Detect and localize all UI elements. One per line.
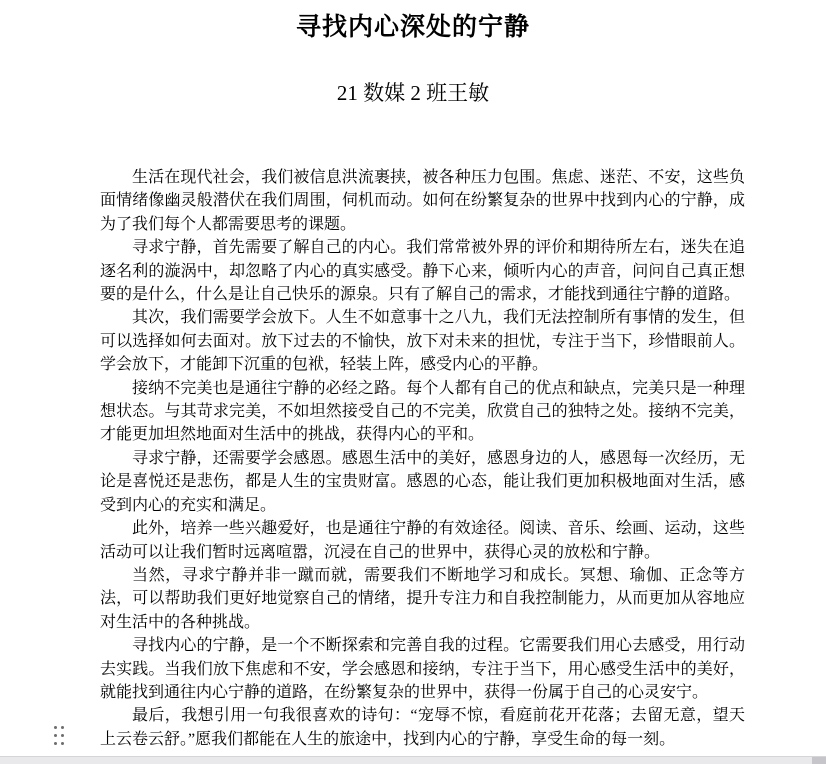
paragraph[interactable]: 接纳不完美也是通往宁静的必经之路。每个人都有自己的优点和缺点，完美只是一种理想状态。与其苛求完美，不如坦然接受自己的不完美，欣赏自己的独特之处。接纳不完美，才能更加坦然地面对生活中的挑战，获得内心的平和。 <box>100 379 745 444</box>
paragraph[interactable]: 最后，我想引用一句我很喜欢的诗句：“宠辱不惊，看庭前花开花落；去留无意，望天上云卷云舒。”愿我们都能在人生的旅途中，找到内心的宁静，享受生命的每一刻。 <box>100 707 745 748</box>
horizontal-scrollbar[interactable] <box>0 756 826 764</box>
paragraph[interactable]: 生活在现代社会，我们被信息洪流裹挟，被各种压力包围。焦虑、迷茫、不安，这些负面情绪像幽灵般潜伏在我们周围，伺机而动。如何在纷繁复杂的世界中找到内心的宁静，成为了我们每个人都需要思考的课题。 <box>100 169 745 233</box>
drag-handle-dot <box>54 734 57 737</box>
paragraph[interactable]: 此外，培养一些兴趣爱好，也是通往宁静的有效途径。阅读、音乐、绘画、运动，这些活动可以让我们暂时远离喧嚣，沉浸在自己的世界中，获得心灵的放松和宁静。 <box>100 520 745 561</box>
document-title[interactable]: 寻找内心深处的宁静 <box>295 13 530 41</box>
scrollbar-corner[interactable] <box>812 757 826 764</box>
paragraph[interactable]: 当然，寻求宁静并非一蹴而就，需要我们不断地学习和成长。冥想、瑜伽、正念等方法，可以帮助我们更好地觉察自己的情绪，提升专注力和自我控制能力，从而更加从容地应对生活中的各种挑战。 <box>100 566 745 631</box>
drag-handle-dot <box>54 742 57 745</box>
document-byline[interactable]: 21 数媒 2 班王敏 <box>336 81 490 105</box>
paragraph[interactable]: 其次，我们需要学会放下。人生不如意事十之八九，我们无法控制所有事情的发生，但可以选择如何去面对。放下过去的不愉快，放下对未来的担忧，专注于当下，珍惜眼前人。学会放下，才能卸下沉重的包袱，轻装上阵，感受内心的平静。 <box>100 309 745 374</box>
drag-handle-dot <box>54 726 57 729</box>
drag-handle-dot <box>61 742 64 745</box>
paragraph[interactable]: 寻求宁静，首先需要了解自己的内心。我们常常被外界的评价和期待所左右，迷失在追逐名利的漩涡中，却忽略了内心的真实感受。静下心来，倾听内心的声音，问问自己真正想要的是什么，什么是让自己快乐的源泉。只有了解自己的需求，才能找到通往宁静的道路。 <box>100 239 745 304</box>
paragraph[interactable]: 寻找内心的宁静，是一个不断探索和完善自我的过程。它需要我们用心去感受，用行动去实践。当我们放下焦虑和不安，学会感恩和接纳，专注于当下，用心感受生活中的美好，就能找到通往内心宁静的道路，在纷繁复杂的世界中，获得一份属于自己的心灵安宁。 <box>100 637 745 701</box>
drag-handle-dot <box>61 734 64 737</box>
drag-handle-dot <box>61 726 64 729</box>
drag-handle-icon[interactable] <box>54 726 64 745</box>
document-body <box>100 166 745 751</box>
paragraph[interactable]: 寻求宁静，还需要学会感恩。感恩生活中的美好，感恩身边的人，感恩每一次经历，无论是喜悦还是悲伤，都是人生的宝贵财富。感恩的心态，能让我们更加积极地面对生活，感受到内心的充实和满足。 <box>100 449 745 514</box>
